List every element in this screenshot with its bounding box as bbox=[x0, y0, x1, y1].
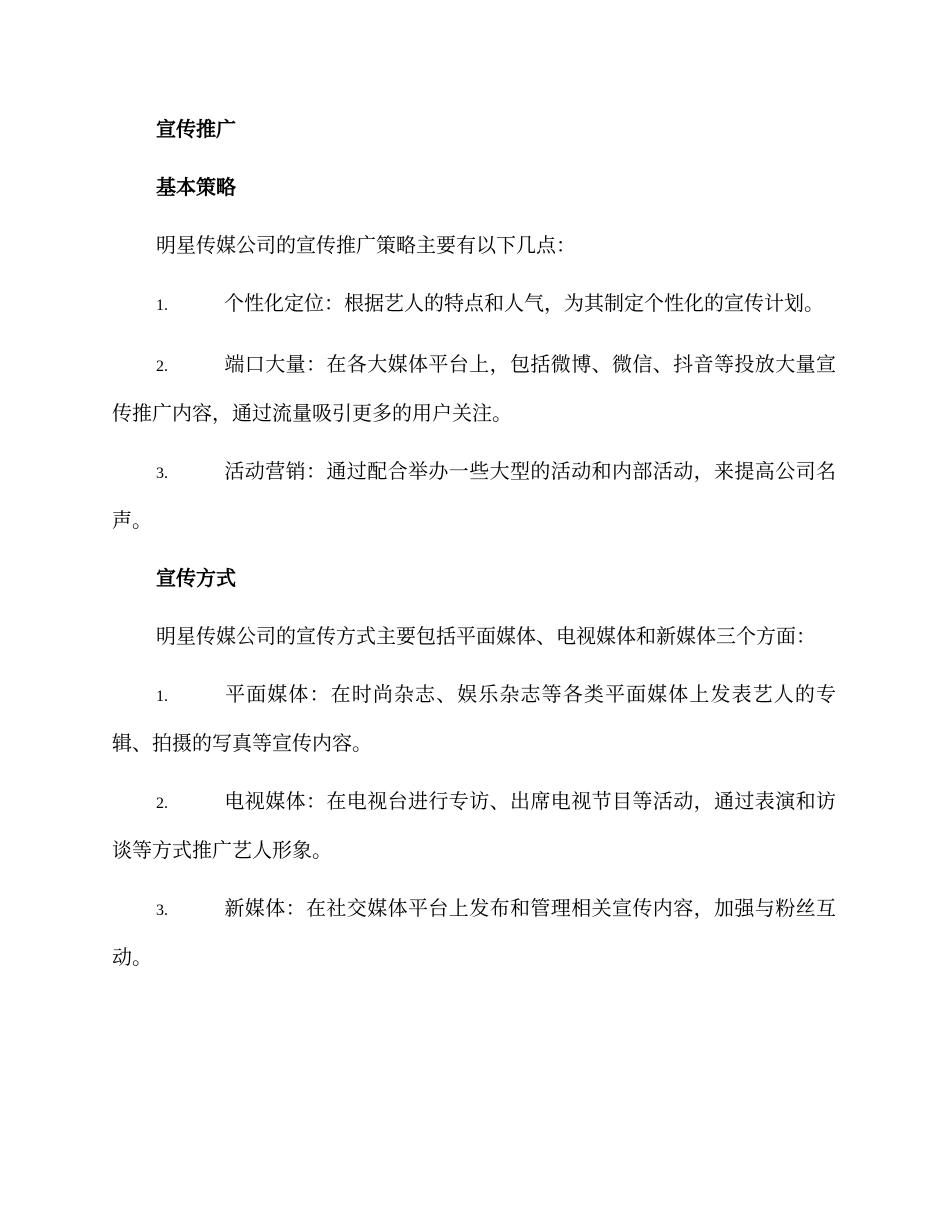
list-item-text: 平面媒体：在时尚杂志、娱乐杂志等各类平面媒体上发表艺人的专辑、拍摄的写真等宣传内容。 bbox=[112, 682, 836, 755]
strategy-heading: 基本策略 bbox=[156, 175, 236, 199]
list-number: 2. bbox=[156, 358, 168, 375]
list-number: 2. bbox=[156, 795, 168, 812]
list-number: 3. bbox=[156, 465, 168, 482]
methods-heading: 宣传方式 bbox=[156, 566, 236, 590]
list-item-text: 新媒体：在社交媒体平台上发布和管理相关宣传内容，加强与粉丝互动。 bbox=[112, 896, 836, 969]
list-item-text: 电视媒体：在电视台进行专访、出席电视节目等活动，通过表演和访谈等方式推广艺人形象。 bbox=[112, 789, 836, 862]
list-item bbox=[112, 341, 836, 436]
list-item-text: 个性化定位：根据艺人的特点和人气，为其制定个性化的宣传计划。 bbox=[224, 291, 824, 315]
list-item-text: 端口大量：在各大媒体平台上，包括微博、微信、抖音等投放大量宣传推广内容，通过流量吸引更多的用户关注。 bbox=[112, 352, 836, 425]
list-item bbox=[112, 778, 836, 873]
list-item bbox=[112, 671, 836, 766]
list-number: 1. bbox=[156, 297, 168, 314]
methods-intro: 明星传媒公司的宣传方式主要包括平面媒体、电视媒体和新媒体三个方面： bbox=[156, 624, 816, 648]
section-title: 宣传推广 bbox=[156, 117, 236, 141]
list-item-text: 活动营销：通过配合举办一些大型的活动和内部活动，来提高公司名声。 bbox=[112, 459, 836, 532]
list-item bbox=[112, 885, 836, 980]
list-number: 3. bbox=[156, 902, 168, 919]
document-page bbox=[112, 106, 836, 992]
list-item bbox=[112, 280, 836, 329]
list-number: 1. bbox=[156, 688, 168, 705]
list-item bbox=[112, 448, 836, 543]
strategy-intro: 明星传媒公司的宣传推广策略主要有以下几点： bbox=[156, 233, 576, 257]
